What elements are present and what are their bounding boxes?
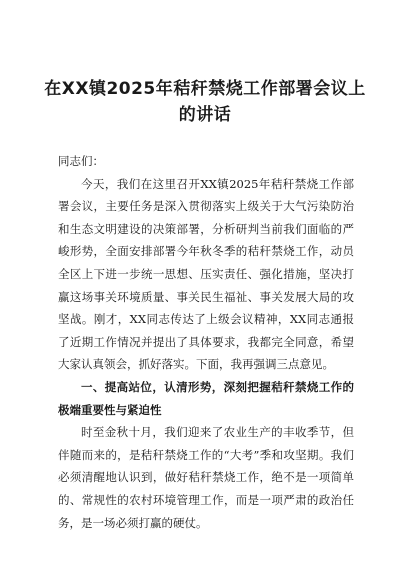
document-title: 在XX镇2025年秸秆禁烧工作部署会议上的讲话	[44, 79, 366, 125]
paragraph-intro: 今天，我们在这里召开XX镇2025年秸秆禁烧工作部署会议，主要任务是深入贯彻落实上级关于大气污染防治和生态文明建设的决策部署，分析研判当前我们面临的严峻形势，全面安排部署今年秋冬季的秸秆禁烧工作，动员全区上下进一步统一思想、压实责任、强化措施，坚决打赢这场事关环境质量、事关民生福祉、事关发展大局的攻坚战。刚才，XX同志传达了上级会议精神，XX同志通报了近期工作情况并提出了具体要求，我都完全同意，希望大家认真领会，抓好落实。下面，我再强调三点意见。	[58, 176, 354, 372]
section-heading-1: 一、提高站位，认清形势，深刻把握秸秆禁烧工作的极端重要性与紧迫性	[58, 379, 354, 417]
document-body	[58, 150, 354, 534]
salutation: 同志们：	[58, 154, 104, 168]
paragraph-section-1: 时至金秋十月，我们迎来了农业生产的丰收季节，但伴随而来的，是秸秆禁烧工作的“大考”季和攻坚期。我们必须清醒地认识到，做好秸秆禁烧工作，绝不是一项简单的、常规性的农村环境管理工作，而是一项严肃的政治任务，是一场必须打赢的硬仗。	[58, 425, 354, 530]
